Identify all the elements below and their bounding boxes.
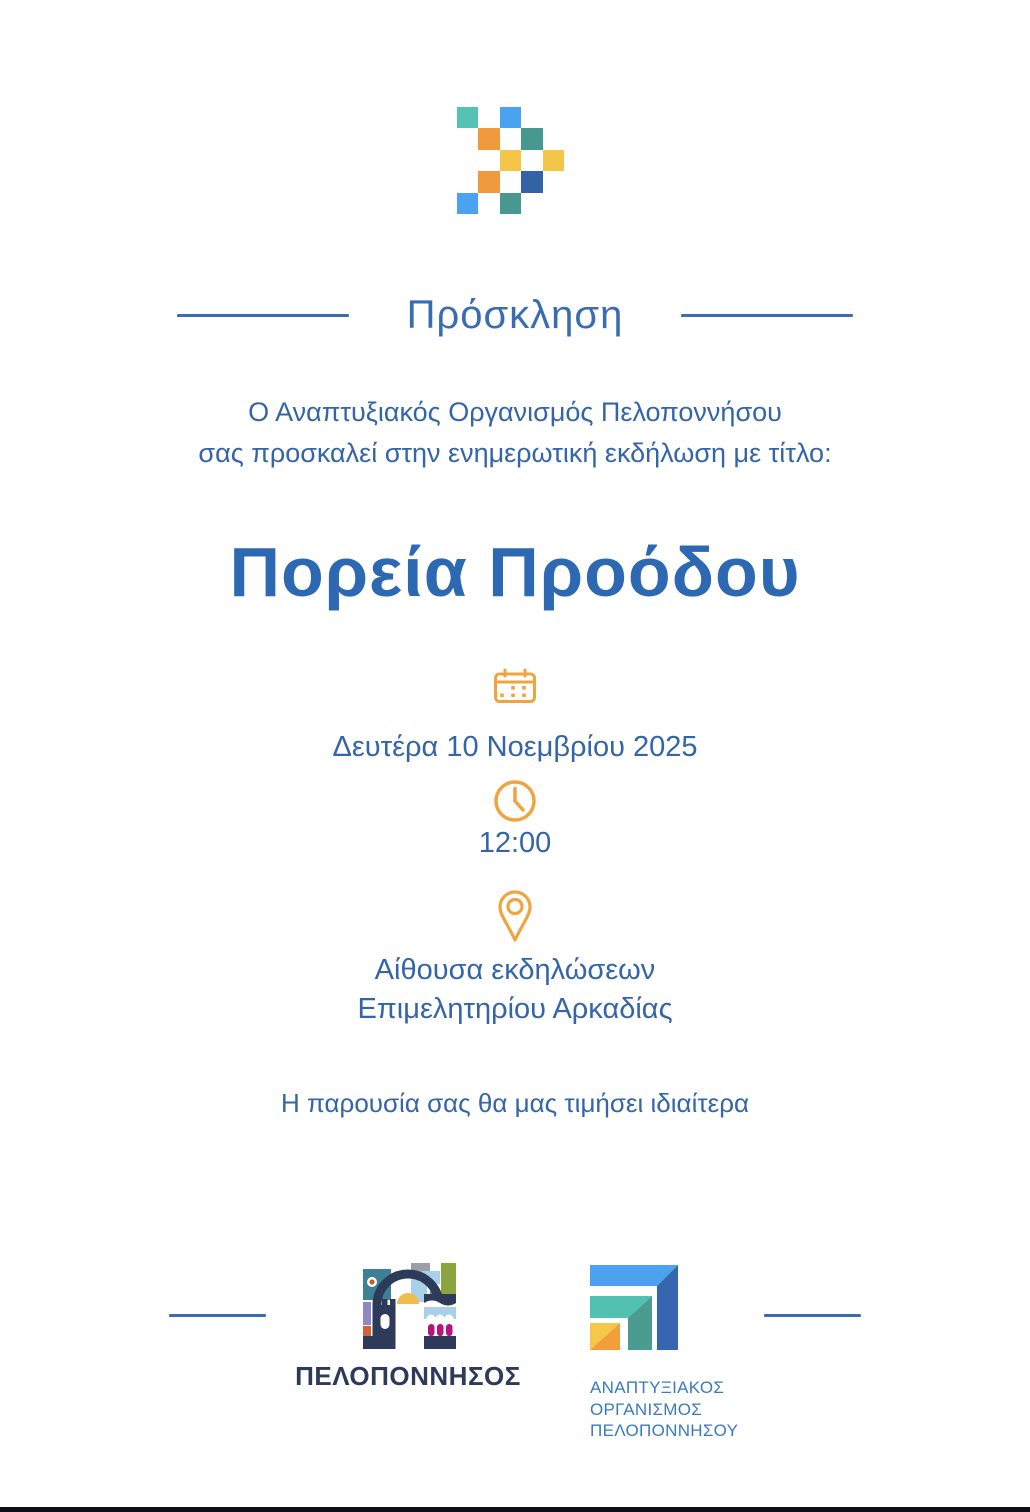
bottom-edge-bar — [0, 1507, 1030, 1512]
org-label-line-1: ΑΝΑΠΤΥΞΙΑΚΟΣ — [590, 1378, 725, 1397]
venue-line-1: Αίθουσα εκδηλώσεων — [374, 954, 656, 986]
intro-paragraph — [0, 392, 1030, 474]
venue — [0, 951, 1030, 1029]
mosaic-square — [457, 107, 478, 128]
event-title: Πορεία Προόδου — [229, 533, 801, 611]
calendar-icon — [0, 668, 1030, 704]
development-organization-logo — [590, 1265, 800, 1442]
mosaic-square — [478, 128, 499, 149]
heading-row — [0, 293, 1030, 337]
location-pin-icon — [0, 889, 1030, 945]
mosaic-square — [500, 107, 521, 128]
event-date: Δευτέρα 10 Νοεμβρίου 2025 — [332, 731, 698, 763]
mosaic-square — [521, 171, 542, 192]
intro-line-2: σας προσκαλεί στην ενημερωτική εκδήλωση με τίτλο: — [198, 438, 832, 468]
mosaic-square — [500, 150, 521, 171]
mosaic-square — [521, 128, 542, 149]
top-logo-mosaic — [457, 107, 565, 215]
mosaic-square — [478, 171, 499, 192]
development-organization-label — [590, 1377, 800, 1442]
development-organization-logo-mark — [590, 1265, 680, 1353]
mosaic-square — [457, 193, 478, 214]
heading-rule-right — [681, 314, 853, 317]
venue-line-2: Επιμελητηρίου Αρκαδίας — [357, 993, 673, 1025]
event-time: 12:00 — [478, 827, 552, 859]
footer-rule-left — [169, 1314, 266, 1317]
clock-icon — [0, 779, 1030, 823]
peloponnisos-logo-label: ΠΕΛΟΠΟΝΝΗΣΟΣ — [295, 1361, 521, 1391]
heading-rule-left — [177, 314, 349, 317]
mosaic-square — [543, 150, 564, 171]
page-title: Πρόσκληση — [406, 293, 624, 337]
peloponnisos-logo — [295, 1263, 521, 1392]
mosaic-square — [500, 193, 521, 214]
org-label-line-3: ΠΕΛΟΠΟΝΝΗΣΟΥ — [590, 1421, 739, 1440]
intro-line-1: Ο Αναπτυξιακός Οργανισμός Πελοποννήσου — [248, 397, 782, 427]
org-label-line-2: ΟΡΓΑΝΙΣΜΟΣ — [590, 1399, 703, 1419]
peloponnisos-logo-mark — [361, 1263, 456, 1349]
closing-line: Η παρουσία σας θα μας τιμήσει ιδιαίτερα — [280, 1088, 750, 1118]
